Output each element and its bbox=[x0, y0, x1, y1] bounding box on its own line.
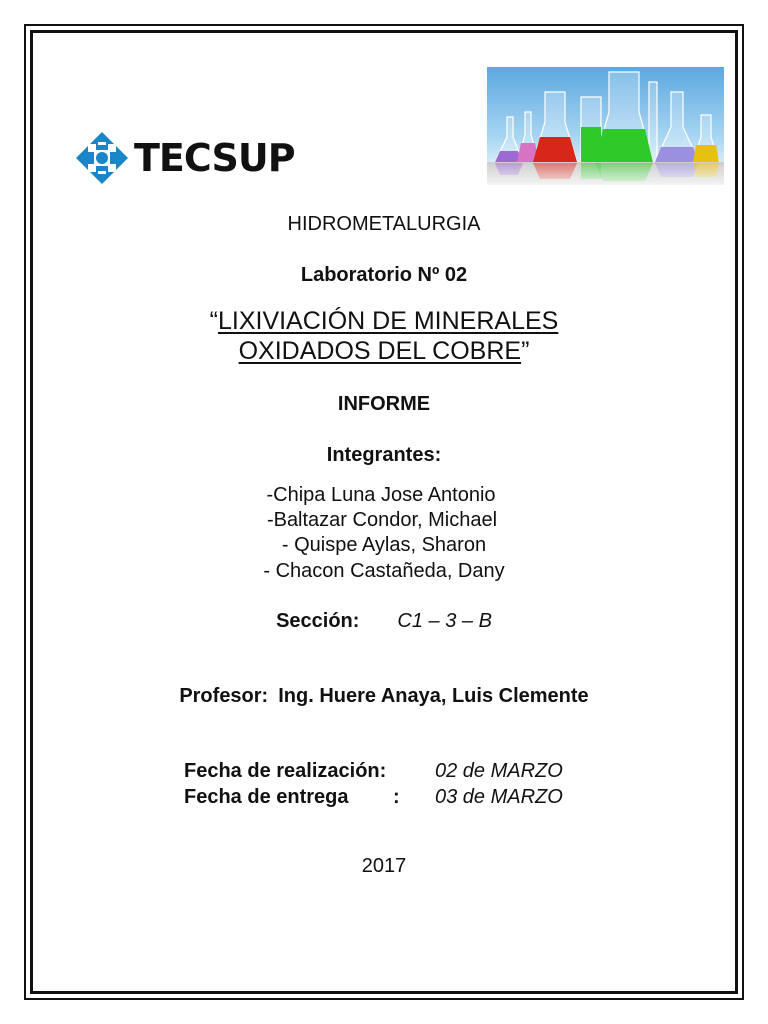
title-open-quote: “ bbox=[209, 307, 218, 335]
section-value: C1 – 3 – B bbox=[397, 610, 492, 632]
lab-number: Laboratorio Nº 02 bbox=[300, 264, 468, 286]
professor-label: Profesor: bbox=[179, 685, 269, 707]
report-label: INFORME bbox=[337, 393, 431, 415]
title-line-1: LIXIVIACIÓN DE MINERALES bbox=[217, 307, 559, 335]
year: 2017 bbox=[361, 855, 407, 877]
section-label: Sección: bbox=[276, 610, 360, 632]
realization-date-value: 02 de MARZO bbox=[435, 760, 563, 782]
professor-name: Ing. Huere Anaya, Luis Clemente bbox=[278, 685, 589, 707]
title-line-2: OXIDADOS DEL COBRE bbox=[238, 337, 522, 365]
course-name: HIDROMETALURGIA bbox=[287, 213, 481, 235]
section-row bbox=[0, 610, 768, 633]
realization-date-row bbox=[184, 760, 563, 783]
members-heading: Integrantes: bbox=[326, 444, 442, 466]
title-close-quote: ” bbox=[521, 337, 530, 365]
delivery-date-value: 03 de MARZO bbox=[435, 786, 563, 808]
delivery-date-label: Fecha de entrega bbox=[184, 786, 349, 808]
member-item: - Quispe Aylas, Sharon bbox=[281, 534, 487, 556]
professor-row bbox=[0, 685, 768, 708]
realization-date-label: Fecha de realización: bbox=[184, 760, 387, 782]
tecsup-emblem-icon bbox=[74, 130, 130, 186]
delivery-date-separator: : bbox=[393, 786, 400, 808]
member-item: -Chipa Luna Jose Antonio bbox=[266, 484, 496, 506]
member-item: -Baltazar Condor, Michael bbox=[266, 509, 498, 531]
lab-glassware-photo bbox=[487, 67, 724, 185]
delivery-date-row bbox=[184, 786, 563, 809]
member-item: - Chacon Castañeda, Dany bbox=[263, 560, 505, 582]
tecsup-logo bbox=[74, 128, 295, 188]
report-title bbox=[0, 306, 768, 366]
logo-wordmark: TECSUP bbox=[134, 136, 295, 180]
